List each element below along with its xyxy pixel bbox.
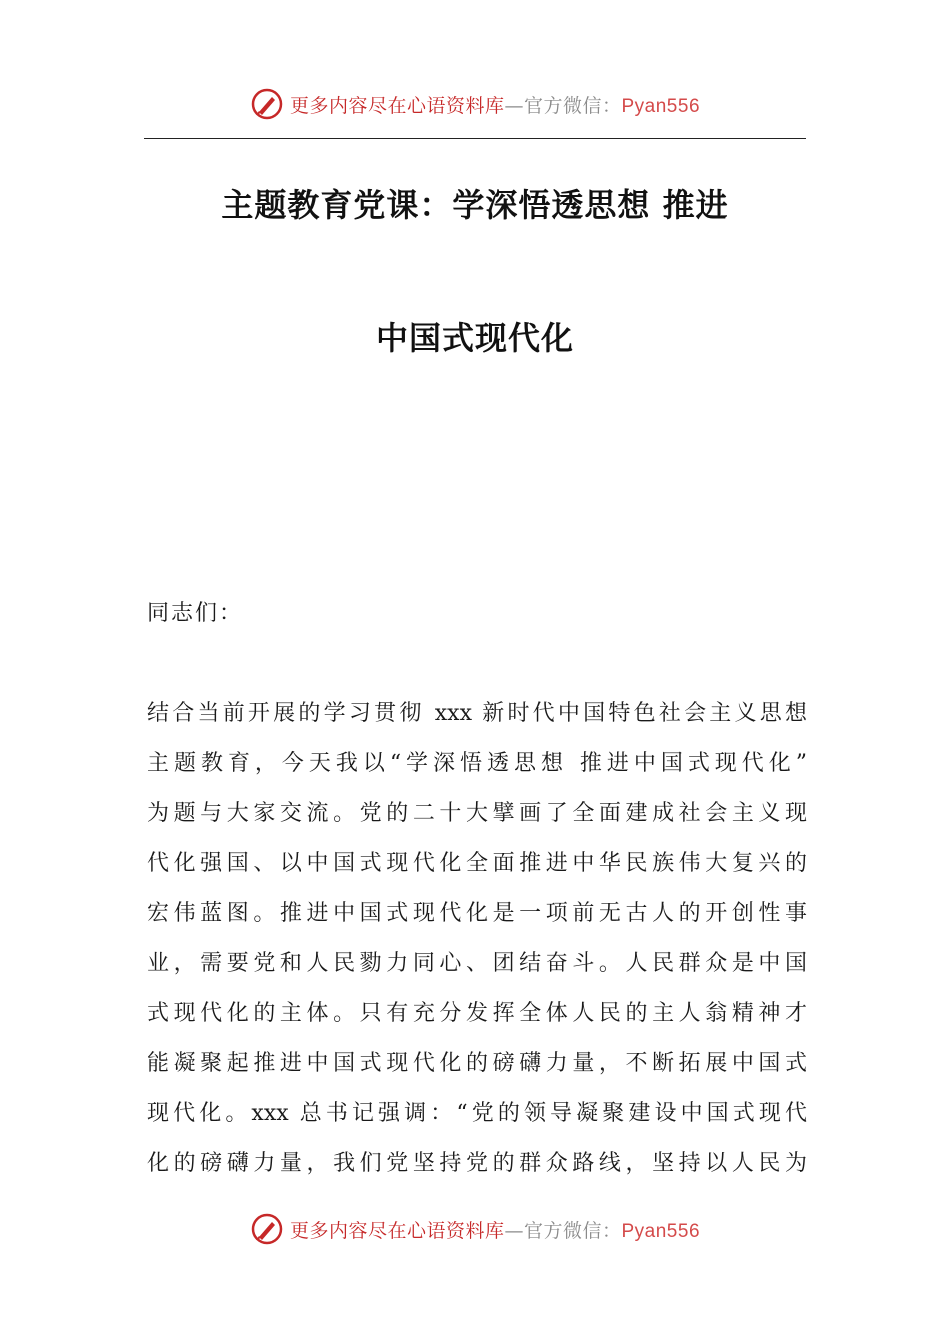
body-line: 能凝聚起推进中国式现代化的磅礴力量，不断拓展中国式 [147,1051,807,1076]
watermark-label: —官方微信： [504,94,622,117]
watermark-brand: 更多内容尽在心语资料库 [289,1219,505,1242]
body-line: 结合当前开展的学习贯彻 xxx 新时代中国特色社会主义思想 [147,701,807,726]
body-line: 现代化。xxx 总书记强调：“党的领导凝聚建设中国式现代 [147,1101,807,1126]
body-line: 式现代化的主体。只有充分发挥全体人民的主人翁精神才 [147,1001,807,1026]
pen-logo-icon [250,87,284,121]
watermark-id: Pyan556 [621,95,701,117]
watermark-id: Pyan556 [621,1220,701,1242]
greeting: 同志们： [147,601,244,626]
pen-logo-icon [250,1212,284,1246]
body-line: 为题与大家交流。党的二十大擘画了全面建成社会主义现 [147,801,807,826]
watermark-brand: 更多内容尽在心语资料库 [289,94,505,117]
body-line: 化的磅礴力量，我们党坚持党的群众路线，坚持以人民为 [147,1151,807,1176]
header-watermark [0,86,950,122]
body-line: 业，需要党和人民勠力同心、团结奋斗。人民群众是中国 [147,951,807,976]
footer-watermark [0,1211,950,1247]
body-line: 代化强国、以中国式现代化全面推进中华民族伟大复兴的 [147,851,807,876]
page-title-line-1: 主题教育党课：学深悟透思想 推进 [221,186,729,224]
body-line: 主题教育，今天我以“学深悟透思想 推进中国式现代化” [147,751,807,776]
header-divider [144,138,806,139]
page-title-line-2: 中国式现代化 [375,319,574,357]
watermark-label: —官方微信： [504,1219,622,1242]
body-line: 宏伟蓝图。推进中国式现代化是一项前无古人的开创性事 [147,901,807,926]
